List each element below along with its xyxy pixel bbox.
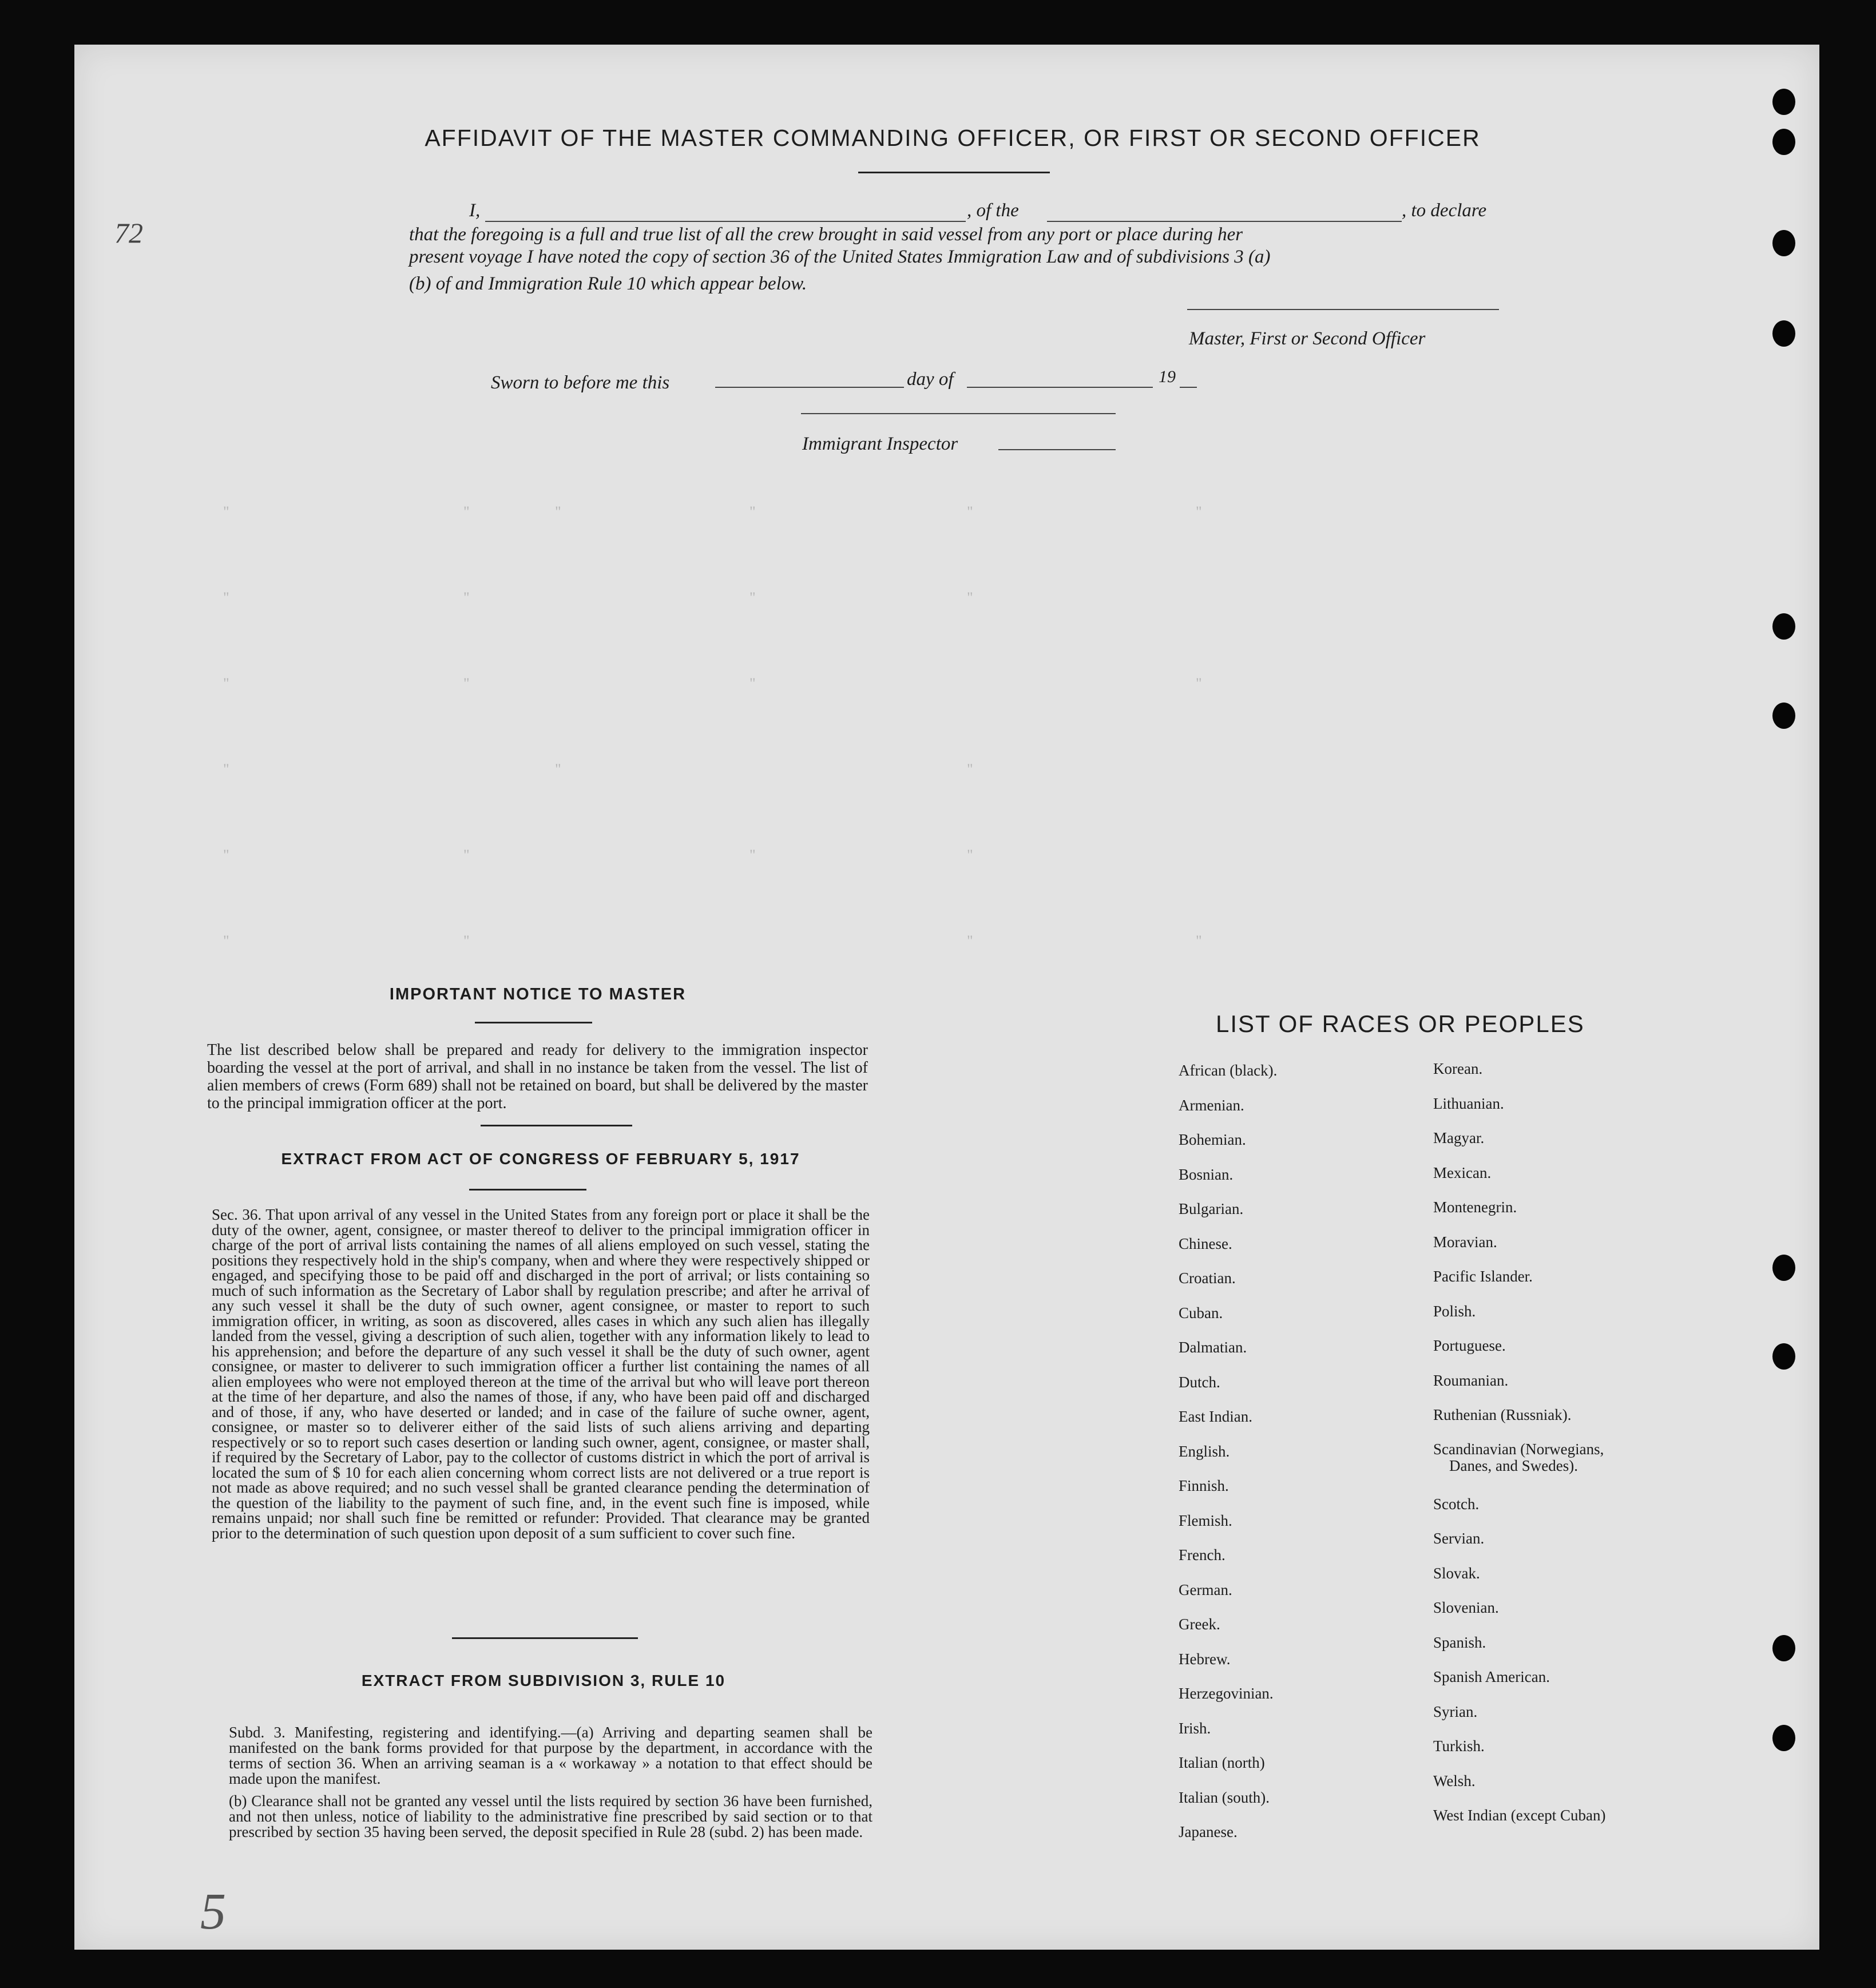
race-item: Mexican.	[1433, 1164, 1492, 1181]
affidavit-line-4: (b) of and Immigration Rule 10 which appear below.	[409, 273, 807, 294]
race-item: English.	[1179, 1442, 1230, 1460]
race-item: Spanish.	[1433, 1633, 1486, 1651]
race-item: Dalmatian.	[1179, 1339, 1247, 1356]
race-item: Bohemian.	[1179, 1131, 1246, 1148]
name-blank[interactable]	[485, 221, 966, 222]
notice-divider	[481, 1125, 632, 1126]
affidavit-to-declare-label: , to declare	[1402, 200, 1487, 221]
race-item: Polish.	[1433, 1302, 1476, 1320]
race-item: Irish.	[1179, 1719, 1211, 1737]
rule-extract-heading: EXTRACT FROM SUBDIVISION 3, RULE 10	[361, 1672, 726, 1689]
act-extract-heading: EXTRACT FROM ACT OF CONGRESS OF FEBRUARY 5, 1917	[281, 1150, 800, 1168]
inspector-signature-line[interactable]	[801, 413, 1116, 414]
binder-hole	[1772, 1725, 1795, 1751]
act-extract-underline	[469, 1189, 586, 1191]
race-item: Herzegovinian.	[1179, 1685, 1274, 1702]
race-item: Spanish American.	[1433, 1668, 1550, 1685]
race-item: Slovenian.	[1433, 1599, 1499, 1616]
race-item: Italian (north)	[1179, 1754, 1265, 1771]
race-item: Italian (south).	[1179, 1788, 1270, 1806]
day-of-label: day of	[907, 369, 954, 390]
notice-text: The list described below shall be prepared and ready for delivery to the immigration inspector boarding the vessel at the port of arrival, and shall in no instance be taken from the vessel. The list of alien members of crews (Form 689) shall not be retained on board, but shall be delivered by the master to the principal immigration officer at the port.	[207, 1041, 868, 1112]
notice-underline	[475, 1022, 592, 1023]
binder-hole	[1772, 1343, 1795, 1370]
corner-mark: 5	[200, 1883, 226, 1940]
race-item: Scotch.	[1433, 1495, 1480, 1513]
race-item: African (black).	[1179, 1062, 1278, 1079]
signature-label: Master, First or Second Officer	[1189, 328, 1426, 349]
binder-hole	[1772, 320, 1795, 347]
margin-number: 72	[114, 217, 143, 249]
sworn-month-blank[interactable]	[967, 387, 1153, 388]
act-extract-text: Sec. 36. That upon arrival of any vessel in the United States from any foreign port or place it shall be the duty of the owner, agent, consignee, or master thereof to deliver to the principal immigration officer in charge of the port of arrival lists containing the names of all aliens employed on such vessel, stating the positions they respectively hold in the ship's company, when and where they were respectively shipped or engaged, and specifying those to be paid off and discharged in the port of arrival; or lists containing so much of such information as the Secretary of Labor shall by regulation prescribe; and after he arrival of any such vessel it shall be the duty of such owner, agent consignee, or master to report to such immigration officer, in writing, as soon as discovered, alles cases in which any such alien has illegally landed from the vessel, giving a description of such alien, together with any information likely to lead to his apprehension; and before the departure of any such vessel it shall be the duty of such owner, agent consignee, or master to deliverer to such immigration officer a further list containing the names of all alien employees who were not employed thereon at the time of the arrival but who will leave port thereon at the time of her departure, and also the names of those, if any, who have been paid off and discharged and of those, if any, who have deserted or landed; and in case of the failure of suche owner, agent, consignee, or master so to deliverer either of the said lists of such aliens arriving and departing respectively or so to report such cases desertion or landing such owner, agent, consignee, or master shall, if required by the Secretary of Labor, pay to the collector of customs district in which the port of arrival is located the sum of $ 10 for each alien concerning whom correct lists are not delivered or a true report is not made as above required; and no such vessel shall be granted clearance pending the determination of the question of the liability to the payment of such fine, and, in the event such fine is imposed, while remains unpaid; nor shall such fine be remitted or refunder: Provided. That clearance may be granted prior to the determination of such question upon deposit of a sum sufficient to cover such fine.	[212, 1206, 870, 1542]
act-extract-divider	[452, 1637, 638, 1639]
binder-hole	[1772, 1255, 1795, 1281]
race-item: Cuban.	[1179, 1304, 1223, 1322]
inspector-label-tail	[998, 449, 1116, 450]
race-item: Croatian.	[1179, 1269, 1236, 1287]
sworn-label: Sworn to before me this	[491, 372, 670, 393]
notice-heading: IMPORTANT NOTICE TO MASTER	[389, 985, 687, 1003]
race-item-text: Scandinavian (Norwegians,	[1433, 1440, 1604, 1458]
race-item: Pacific Islander.	[1433, 1268, 1533, 1285]
race-item: Roumanian.	[1433, 1371, 1509, 1389]
title-underline	[858, 172, 1050, 173]
race-item: Bosnian.	[1179, 1165, 1234, 1183]
race-item: Chinese.	[1179, 1235, 1232, 1252]
race-item: Lithuanian.	[1433, 1094, 1504, 1112]
race-item: Hebrew.	[1179, 1650, 1231, 1668]
race-item: Greek.	[1179, 1616, 1220, 1633]
race-item: French.	[1179, 1546, 1225, 1564]
binder-hole	[1772, 230, 1795, 256]
inspector-label: Immigrant Inspector	[802, 434, 958, 454]
race-item-continuation: Danes, and Swedes).	[1449, 1457, 1578, 1474]
race-item: Bulgarian.	[1179, 1200, 1244, 1217]
race-item: Welsh.	[1433, 1772, 1476, 1789]
race-item: Moravian.	[1433, 1233, 1497, 1251]
race-item: Turkish.	[1433, 1737, 1485, 1755]
race-item: Syrian.	[1433, 1703, 1478, 1720]
race-item: Finnish.	[1179, 1477, 1229, 1494]
bleed-through-marks: " " " " " " " " " " " " " " " " " " " " " " " " "	[223, 503, 1202, 949]
sworn-day-blank[interactable]	[715, 387, 904, 388]
signature-line[interactable]	[1187, 309, 1499, 310]
affidavit-title: AFFIDAVIT OF THE MASTER COMMANDING OFFICER, OR FIRST OR SECOND OFFICER	[425, 125, 1481, 151]
race-item: Flemish.	[1179, 1511, 1232, 1529]
race-item: Armenian.	[1179, 1096, 1244, 1114]
affidavit-of-the-label: , of the	[967, 200, 1019, 221]
vessel-blank[interactable]	[1047, 221, 1402, 222]
race-item: German.	[1179, 1581, 1232, 1598]
race-item	[1433, 1441, 1696, 1495]
race-item: Portuguese.	[1433, 1337, 1506, 1354]
affidavit-line-2: that the foregoing is a full and true list of all the crew brought in said vessel from any port or place during her	[409, 224, 1243, 245]
race-item: Ruthenian (Russniak).	[1433, 1406, 1572, 1423]
affidavit-i-label: I,	[469, 200, 481, 221]
race-item: Montenegrin.	[1433, 1199, 1517, 1216]
rule-extract-text-b: (b) Clearance shall not be granted any vessel until the lists required by section 36 have been furnished, and not then unless, notice of liability to the administrative fine prescribed by said section or to that prescribed by section 35 having been served, the deposit specified in Rule 28 (subd. 2) has been made.	[229, 1792, 872, 1840]
races-heading: LIST OF RACES OR PEOPLES	[1216, 1010, 1585, 1037]
race-item: East Indian.	[1179, 1408, 1252, 1425]
race-item: West Indian (except Cuban)	[1433, 1807, 1606, 1824]
binder-hole	[1772, 703, 1795, 729]
binder-hole	[1772, 613, 1795, 640]
race-item: Dutch.	[1179, 1373, 1220, 1391]
binder-hole	[1772, 89, 1795, 115]
race-item: Magyar.	[1433, 1129, 1485, 1146]
sworn-year-blank[interactable]	[1180, 387, 1197, 388]
race-item: Servian.	[1433, 1530, 1485, 1547]
races-right-column	[1433, 1060, 1696, 1842]
races-left-column	[1179, 1062, 1419, 1858]
binder-hole	[1772, 129, 1795, 155]
race-item: Japanese.	[1179, 1823, 1238, 1840]
rule-extract-text-a: Subd. 3. Manifesting, registering and identifying.—(a) Arriving and departing seamen shall be manifested on the bank forms provided for that purpose by the department, in accordance with the terms of section 36. When an arriving seaman is a « workaway » a notation to that effect should be made upon the manifest.	[229, 1724, 872, 1787]
race-item: Slovak.	[1433, 1564, 1480, 1582]
affidavit-line-3: present voyage I have noted the copy of section 36 of the United States Immigration Law and of subdivisions 3 (a)	[409, 247, 1271, 267]
binder-hole	[1772, 1635, 1795, 1661]
race-item: Korean.	[1433, 1060, 1483, 1077]
year-label: 19	[1159, 367, 1176, 386]
